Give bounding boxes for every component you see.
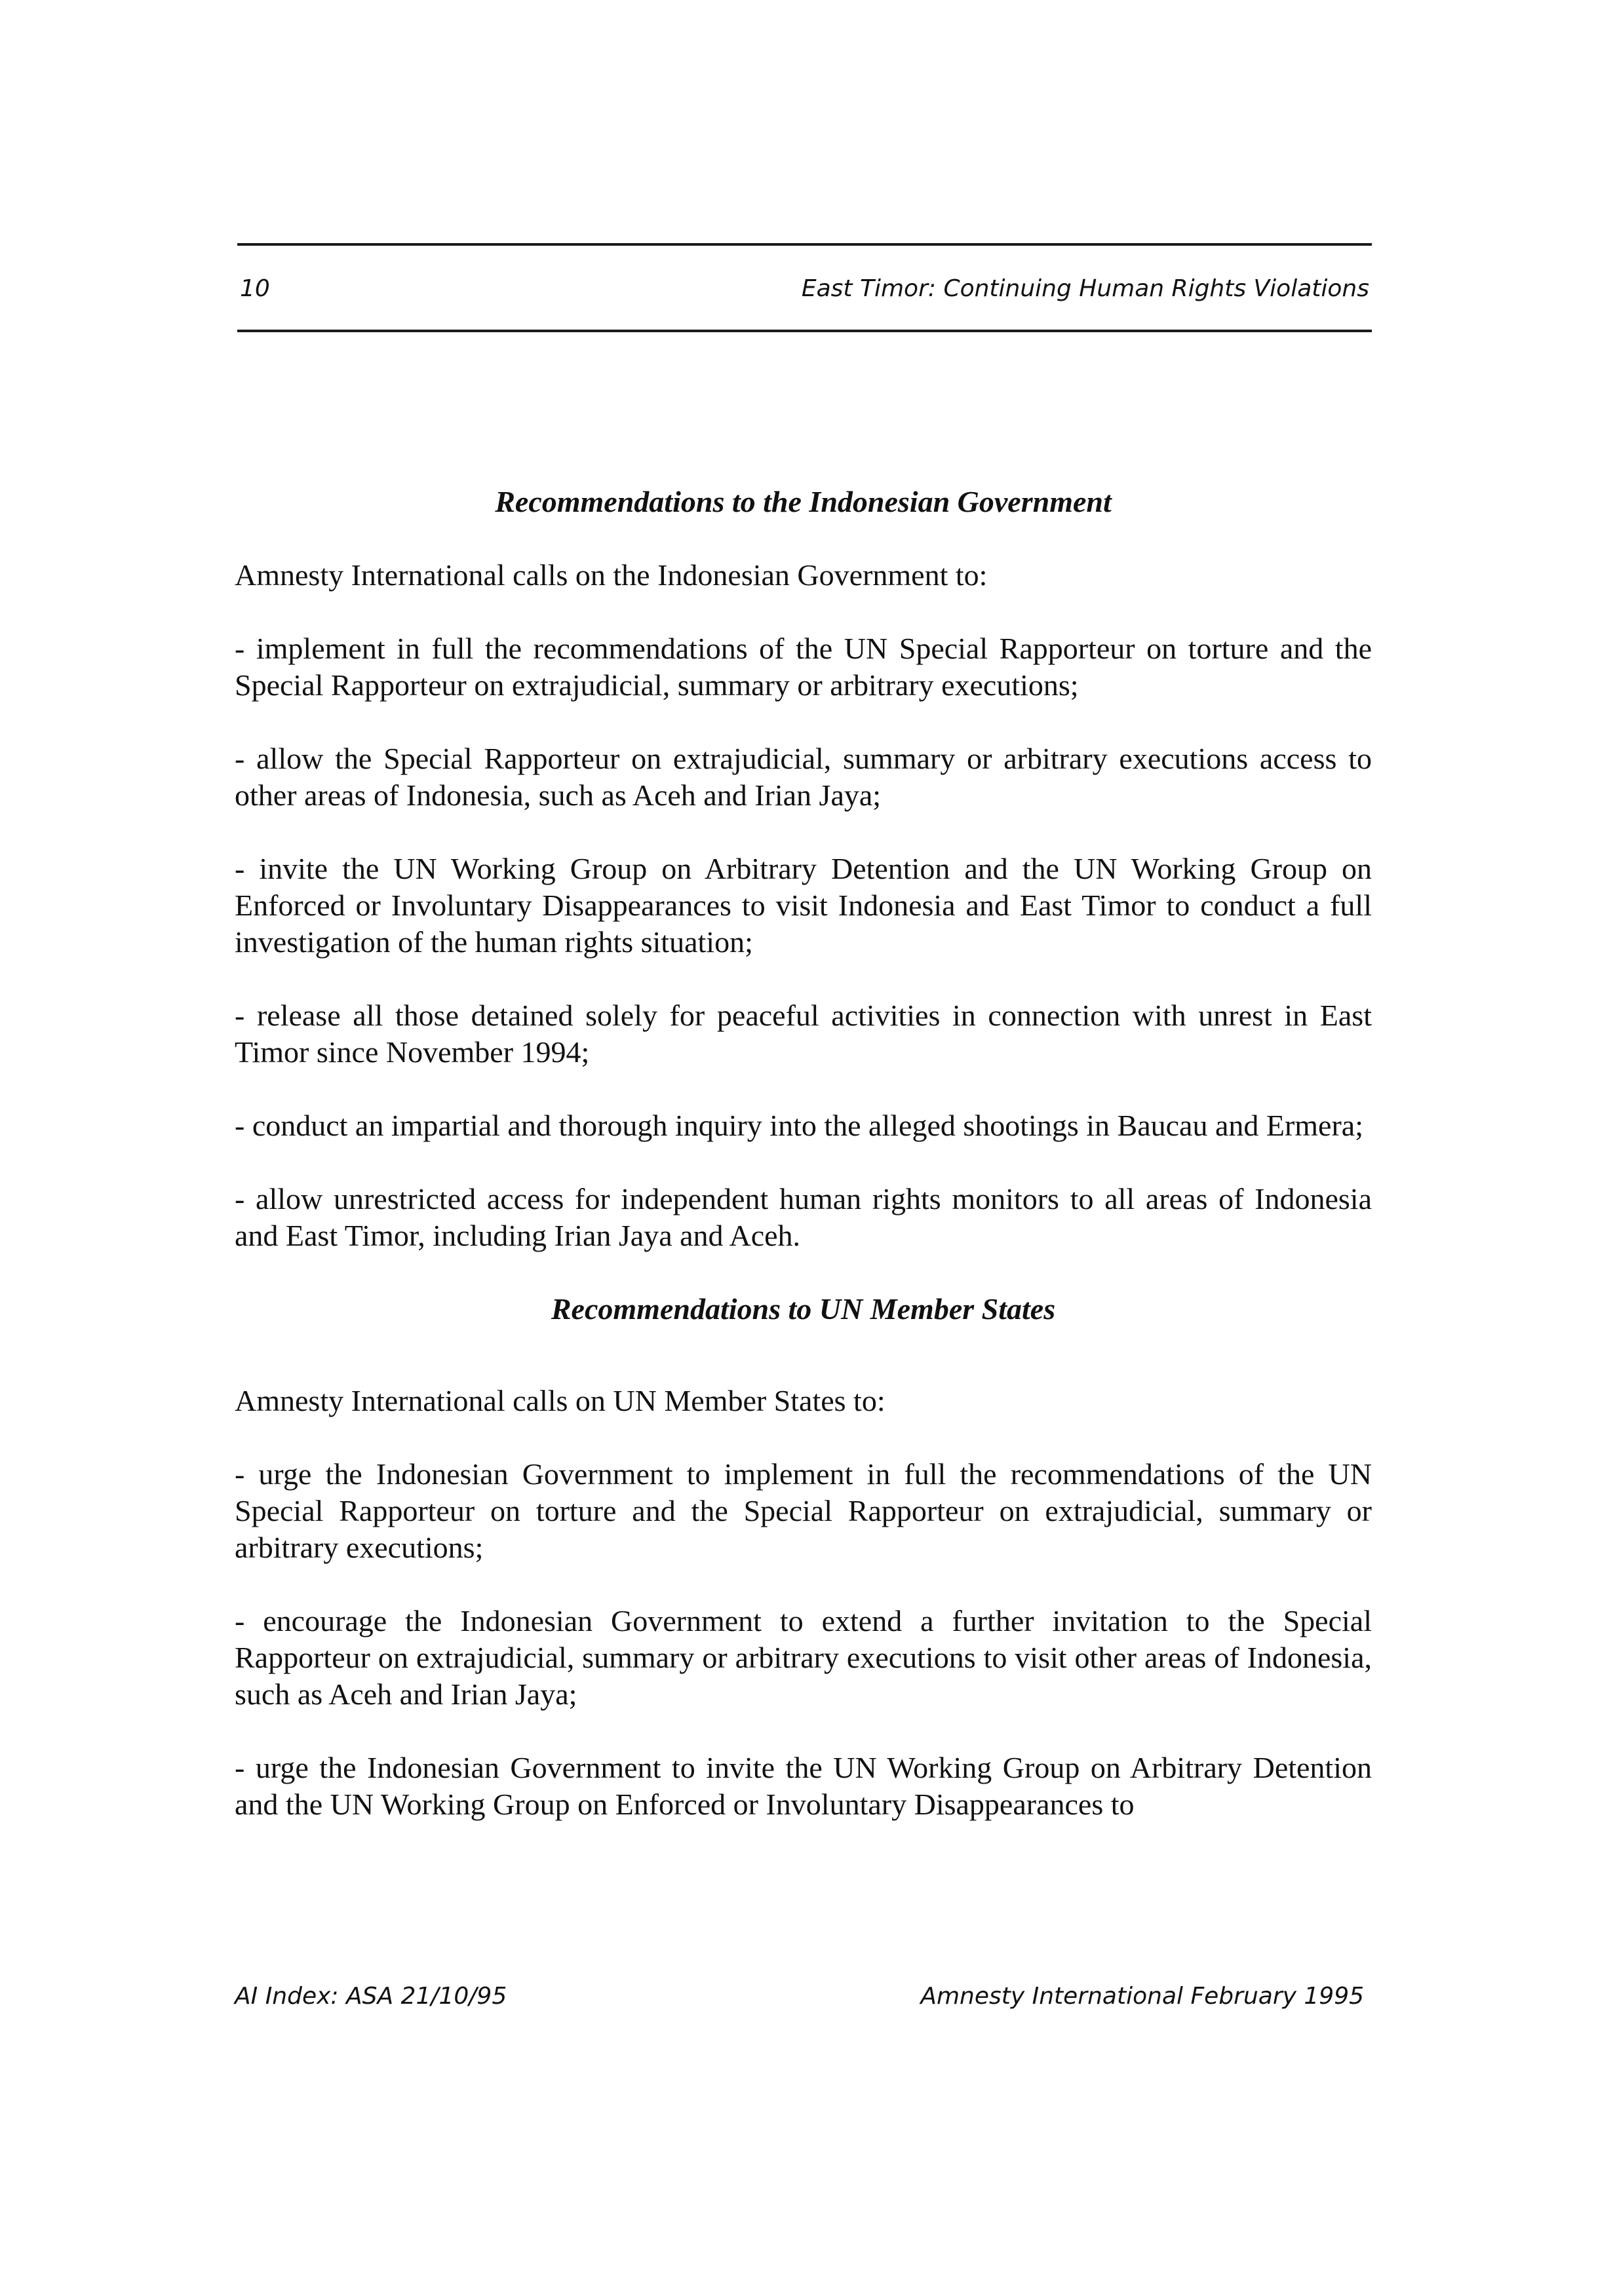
page-footer [235,1983,1372,2016]
recommendation-item: - release all those detained solely for peaceful activities in connection with unrest in East Timor since November 1994; [235,999,1372,1069]
organization-date: Amnesty International February 1995 [920,1983,1364,2010]
header-bottom-rule [237,330,1372,332]
recommendation-item: - allow unrestricted access for independent human rights monitors to all areas of Indonesia and East Timor, including Irian Jaya and Aceh. [235,1182,1372,1252]
running-title: East Timor: Continuing Human Rights Violations [801,275,1369,302]
page-number: 10 [240,275,270,302]
section-intro: Amnesty International calls on UN Member States to: [235,1384,885,1417]
page-header [237,275,1372,308]
recommendation-item: - allow the Special Rapporteur on extrajudicial, summary or arbitrary executions access to other areas of Indonesia, such as Aceh and Irian Jaya; [235,742,1372,812]
recommendation-item: - urge the Indonesian Government to invite the UN Working Group on Arbitrary Detention and the UN Working Group on Enforced or Involuntary Disappearances to [235,1751,1372,1821]
recommendation-item: - encourage the Indonesian Government to extend a further invitation to the Special Rapporteur on extrajudicial, summary or arbitrary executions to visit other areas of Indonesia, such as Aceh and Irian Jaya; [235,1604,1372,1711]
document-body [235,484,1372,1823]
header-top-rule [237,243,1372,246]
ai-index: AI Index: ASA 21/10/95 [235,1983,507,2010]
section-heading-un-member-states: Recommendations to UN Member States [551,1292,1056,1326]
section-intro: Amnesty International calls on the Indonesian Government to: [235,558,988,592]
recommendation-item: - conduct an impartial and thorough inquiry into the alleged shootings in Baucau and Ermera; [235,1109,1363,1142]
recommendation-item: - invite the UN Working Group on Arbitrary Detention and the UN Working Group on Enforced or Involuntary Disappearances to visit Indonesia and East Timor to conduct a full investigation of the human rights situation; [235,852,1372,959]
section-heading-indonesian-government: Recommendations to the Indonesian Government [495,485,1112,518]
recommendation-item: - urge the Indonesian Government to implement in full the recommendations of the UN Special Rapporteur on torture and the Special Rapporteur on extrajudicial, summary or arbitrary executions; [235,1457,1372,1564]
recommendation-item: - implement in full the recommendations of the UN Special Rapporteur on torture and the Special Rapporteur on extrajudicial, summary or arbitrary executions; [235,632,1372,702]
